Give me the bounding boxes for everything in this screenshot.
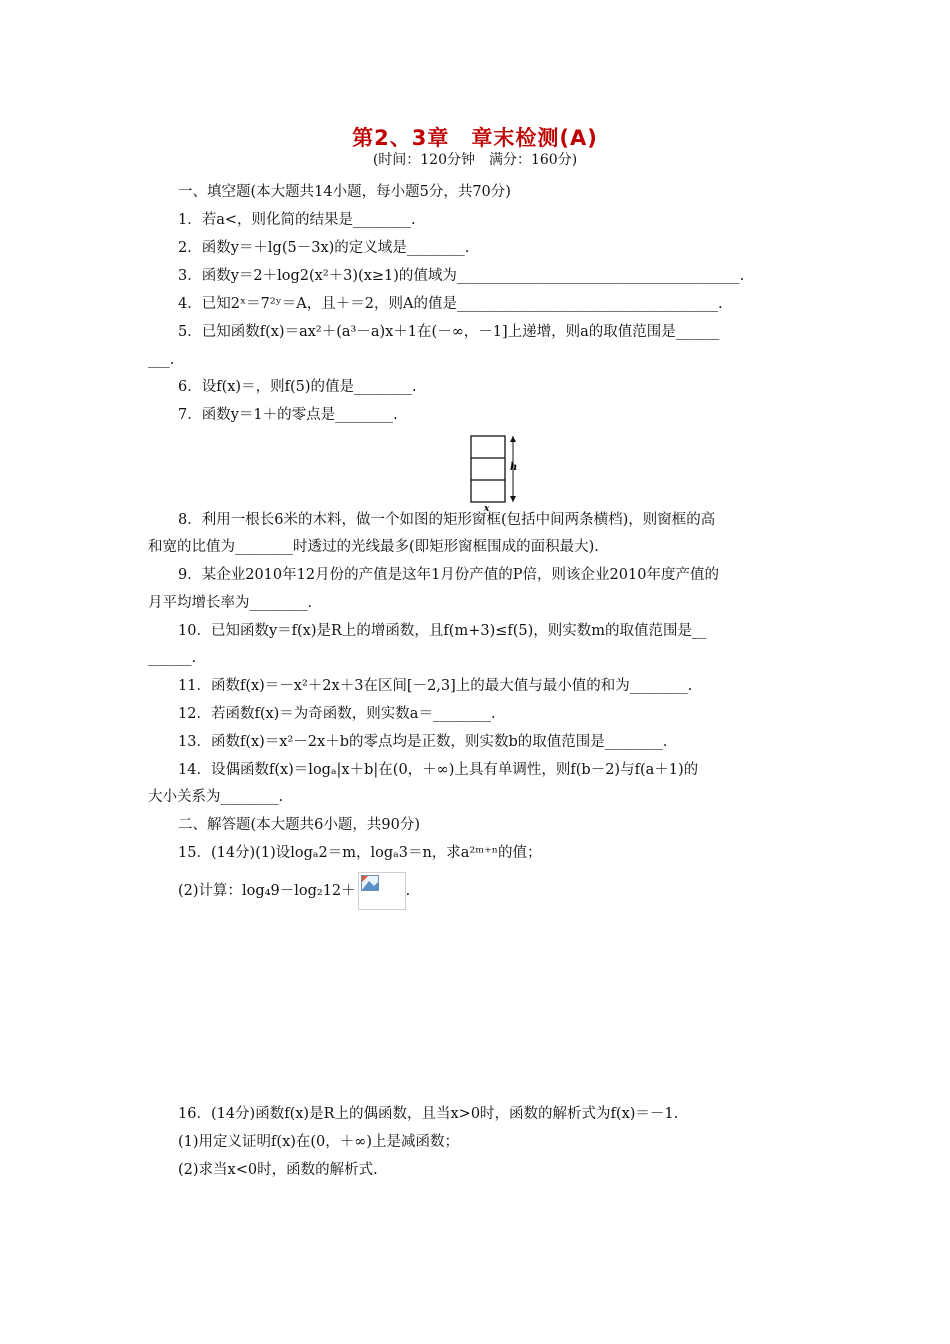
question-7: 7．函数y＝1＋的零点是________.: [178, 407, 398, 423]
question-14-cont: 大小关系为________.: [148, 789, 284, 805]
question-11: 11．函数f(x)＝－x²＋2x＋3在区间[－2,3]上的最大值与最小值的和为________.: [178, 678, 693, 694]
question-15-part-2-text: (2)计算：log₄9－log₂12＋: [178, 883, 356, 899]
label-x: x: [484, 504, 490, 512]
question-12: 12．若函数f(x)＝为奇函数，则实数a＝________.: [178, 706, 496, 722]
question-2: 2．函数y＝＋lg(5－3x)的定义域是________.: [178, 240, 470, 256]
window-frame-figure: [466, 434, 522, 512]
question-9-cont: 月平均增长率为________.: [148, 595, 313, 611]
question-15-part-1: 15．(14分)(1)设logₐ2＝m，logₐ3＝n，求a²ᵐ⁺ⁿ的值；: [178, 845, 542, 861]
frame-outline: [471, 436, 505, 502]
question-14: 14．设偶函数f(x)＝logₐ|x＋b|在(0，＋∞)上具有单调性，则f(b－2)与f(a＋1)的: [178, 762, 699, 778]
question-16-part-1: (1)用定义证明f(x)在(0，＋∞)上是减函数；: [178, 1134, 460, 1150]
formula-image-placeholder: [358, 872, 406, 910]
page-title: 第2、3章 章末检测(A): [352, 126, 598, 150]
question-3: 3．函数y＝2＋log2(x²＋3)(x≥1)的值域为_______________________________________.: [178, 268, 745, 284]
section1-heading: 一、填空题(本大题共14小题，每小题5分，共70分): [178, 184, 511, 200]
question-5: 5．已知函数f(x)＝ax²＋(a³－a)x＋1在(－∞，－1]上递增，则a的取值范围是______: [178, 324, 720, 340]
label-h: h: [510, 462, 518, 473]
arrow-head-bottom: [510, 496, 516, 502]
question-10: 10．已知函数y＝f(x)是R上的增函数，且f(m+3)≤f(5)，则实数m的取值范围是__: [178, 623, 707, 639]
question-8: 8．利用一根长6米的木料，做一个如图的矩形窗框(包括中间两条横档)，则窗框的高: [178, 512, 716, 528]
question-16-part-2: (2)求当x<0时，函数的解析式.: [178, 1162, 378, 1178]
question-13: 13．函数f(x)＝x²－2x＋b的零点均是正数，则实数b的取值范围是________.: [178, 734, 668, 750]
section2-heading: 二、解答题(本大题共6小题，共90分): [178, 817, 420, 833]
question-16: 16．(14分)函数f(x)是R上的偶函数，且当x>0时，函数的解析式为f(x)＝－1.: [178, 1106, 679, 1122]
question-6: 6．设f(x)＝，则f(5)的值是________.: [178, 379, 417, 395]
question-5-cont: ___.: [148, 352, 175, 368]
broken-image-icon: [361, 875, 379, 891]
question-9: 9．某企业2010年12月份的产值是这年1月份产值的P倍，则该企业2010年度产值的: [178, 567, 719, 583]
arrow-head-top: [510, 436, 516, 442]
question-15-part-2: (2)计算：log₄9－log₂12＋ .: [178, 872, 410, 910]
question-4: 4．已知2ˣ＝7²ʸ＝A，且＋＝2，则A的值是____________________________________.: [178, 296, 723, 312]
page-subtitle: (时间：120分钟 满分：160分): [372, 152, 578, 168]
question-8-cont: 和宽的比值为________时透过的光线最多(即矩形窗框围成的面积最大).: [148, 539, 599, 555]
question-10-cont: ______.: [148, 650, 197, 666]
question-1: 1．若a<，则化简的结果是________.: [178, 212, 416, 228]
